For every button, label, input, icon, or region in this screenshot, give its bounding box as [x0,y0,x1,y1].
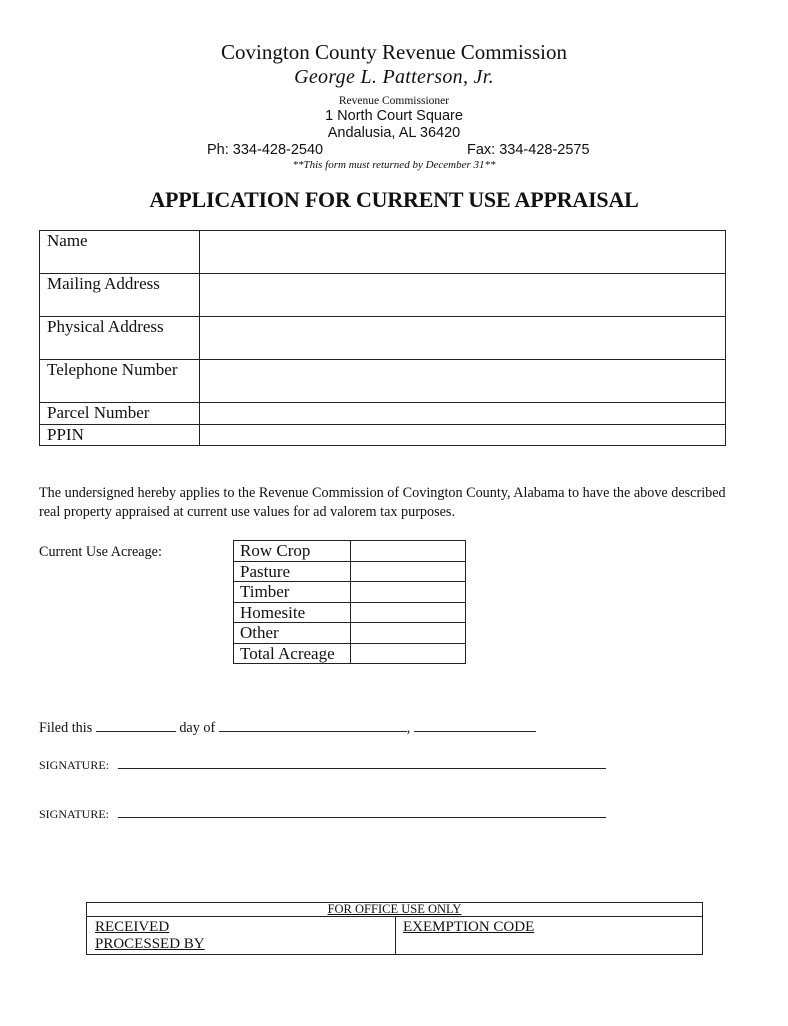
acreage-row-pasture [234,561,466,582]
ppin-input[interactable] [200,425,726,446]
acreage-row-total [234,643,466,664]
other-input[interactable] [351,623,466,644]
acreage-row-row-crop [234,541,466,562]
signature-line-1[interactable] [118,768,606,769]
address-line-2: Andalusia, AL 36420 [327,125,461,141]
field-row-name [40,231,726,274]
signature-label-2: SIGNATURE: [39,807,110,821]
office-column-divider [395,916,396,954]
filing-day-input[interactable] [96,717,176,732]
total-acreage-input[interactable] [351,643,466,664]
processed-by-label: PROCESSED BY [95,936,205,952]
field-label: Name [40,231,200,274]
office-use-heading: FOR OFFICE USE ONLY [327,902,462,916]
acreage-label: Current Use Acreage: [39,544,162,560]
name-input[interactable] [200,231,726,274]
field-row-telephone [40,360,726,403]
field-label: Mailing Address [40,274,200,317]
deadline-note: **This form must returned by December 31** [292,159,496,171]
acreage-row-label: Row Crop [234,541,351,562]
signature-label-1: SIGNATURE: [39,758,110,772]
acreage-row-label: Total Acreage [234,643,351,664]
applicant-info-table [39,230,726,446]
physical-address-input[interactable] [200,317,726,360]
acreage-row-label: Timber [234,582,351,603]
filing-year-input[interactable] [414,717,536,732]
comma-separator: , [406,720,411,736]
field-row-ppin [40,425,726,446]
address-line-1: 1 North Court Square [325,108,463,124]
acreage-row-homesite [234,602,466,623]
declaration-text: The undersigned hereby applies to the Revenue Commission of Covington County, Alabama to have the above described real property appraised at current use values for ad valorem tax purposes. [39,485,726,520]
received-label: RECEIVED [95,919,170,935]
organization-name: Covington County Revenue Commission [221,40,567,64]
filed-this-label: Filed this [39,720,93,736]
day-of-label: day of [179,720,216,736]
fax-number: Fax: 334-428-2575 [467,142,590,158]
signature-line-2[interactable] [118,817,606,818]
field-row-physical-address [40,317,726,360]
acreage-table [233,540,466,664]
telephone-input[interactable] [200,360,726,403]
exemption-code-label: EXEMPTION CODE [403,919,535,935]
field-row-mailing-address [40,274,726,317]
form-title: APPLICATION FOR CURRENT USE APPRAISAL [149,187,639,212]
pasture-input[interactable] [351,561,466,582]
office-use-box [86,902,703,955]
filing-month-input[interactable] [219,717,407,732]
mailing-address-input[interactable] [200,274,726,317]
field-label: Physical Address [40,317,200,360]
acreage-row-timber [234,582,466,603]
acreage-row-other [234,623,466,644]
field-row-parcel-number [40,403,726,425]
row-crop-input[interactable] [351,541,466,562]
homesite-input[interactable] [351,602,466,623]
phone-number: Ph: 334-428-2540 [207,142,324,158]
commissioner-title: Revenue Commissioner [338,95,450,107]
commissioner-name: George L. Patterson, Jr. [294,66,494,88]
acreage-row-label: Pasture [234,561,351,582]
timber-input[interactable] [351,582,466,603]
field-label: Telephone Number [40,360,200,403]
field-label: Parcel Number [40,403,200,425]
acreage-row-label: Other [234,623,351,644]
parcel-number-input[interactable] [200,403,726,425]
field-label: PPIN [40,425,200,446]
acreage-row-label: Homesite [234,602,351,623]
filing-date-line [39,717,536,737]
